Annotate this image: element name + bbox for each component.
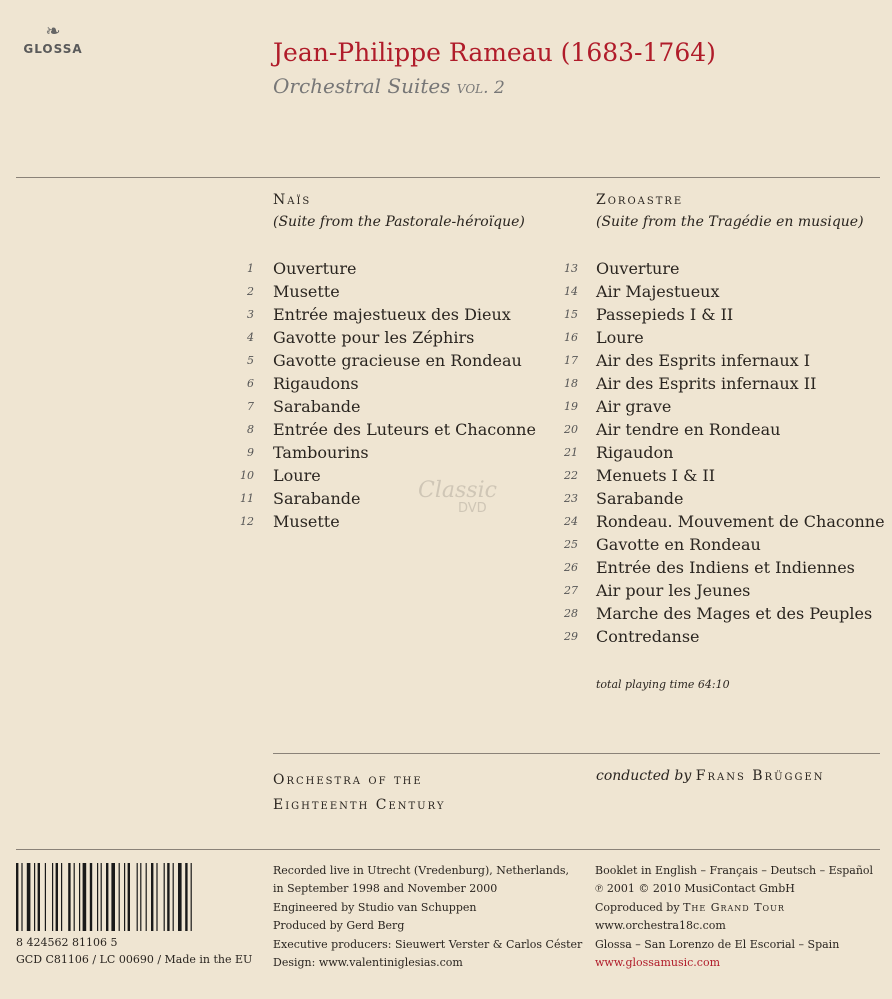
track-number: 9	[247, 446, 254, 459]
orchestra-url-link[interactable]: www.orchestra18c.com	[595, 919, 726, 933]
credit-line: Design: www.valentiniglesias.com	[273, 956, 463, 970]
track-number: 8	[247, 423, 254, 436]
track-title: Rigaudon	[596, 443, 674, 462]
orchestra-line-1: Orchestra of the	[273, 772, 423, 788]
track-title: Sarabande	[273, 397, 361, 416]
track-title: Entrée majestueux des Dieux	[273, 305, 511, 324]
zoroastre-subtitle: (Suite from the Tragédie en musique)	[596, 214, 864, 230]
conducted-by-label: conducted by	[596, 768, 692, 784]
track-number: 4	[247, 331, 254, 344]
classic-dvd-watermark	[418, 478, 497, 518]
glossa-logo	[18, 22, 88, 56]
track-row	[538, 441, 878, 464]
track-title: Air Majestueux	[596, 282, 720, 301]
track-row	[538, 257, 878, 280]
track-title: Gavotte pour les Zéphirs	[273, 328, 475, 347]
track-title: Air des Esprits infernaux II	[596, 374, 817, 393]
track-number: 14	[564, 285, 578, 298]
track-number: 26	[564, 561, 578, 574]
track-number: 17	[564, 354, 578, 367]
top-divider	[16, 177, 880, 178]
footer-divider	[16, 849, 880, 850]
track-number: 12	[240, 515, 254, 528]
conductor-name: Frans Brüggen	[695, 768, 825, 784]
track-title: Menuets I & II	[596, 466, 716, 485]
logo-text: GLOSSA	[23, 42, 83, 56]
track-row	[214, 372, 534, 395]
track-title: Ouverture	[596, 259, 680, 278]
coproduction-line	[595, 899, 873, 917]
track-row	[538, 280, 878, 303]
zoroastre-title: Zoroastre	[596, 192, 684, 208]
track-title: Gavotte gracieuse en Rondeau	[273, 351, 522, 370]
track-number: 5	[247, 354, 254, 367]
watermark-main: Classic	[418, 478, 497, 503]
orchestra-line-2: Eighteenth Century	[273, 797, 446, 813]
track-title: Musette	[273, 512, 340, 531]
track-row	[538, 533, 878, 556]
track-number: 23	[564, 492, 578, 505]
track-title: Rigaudons	[273, 374, 359, 393]
track-row	[214, 280, 534, 303]
nais-title: Naïs	[273, 192, 312, 208]
track-title: Air pour les Jeunes	[596, 581, 751, 600]
track-title: Contredanse	[596, 627, 700, 646]
track-number: 10	[240, 469, 254, 482]
volume-label: vol. 2	[456, 78, 505, 98]
credit-line: Recorded live in Utrecht (Vredenburg), Netherlands,	[273, 864, 570, 877]
track-title: Rondeau. Mouvement de Chaconne	[596, 512, 885, 531]
performers-divider	[273, 753, 880, 754]
track-row	[214, 395, 534, 418]
track-number: 24	[564, 515, 578, 528]
track-row	[214, 418, 534, 441]
album-subtitle	[273, 74, 505, 98]
track-number: 19	[564, 400, 578, 413]
track-row	[214, 349, 534, 372]
track-title: Ouverture	[273, 259, 357, 278]
watermark-sub: DVD	[458, 501, 487, 516]
track-number: 16	[564, 331, 578, 344]
catalog-number: GCD C81106 / LC 00690 / Made in the EU	[16, 953, 253, 966]
publisher-credits	[595, 862, 873, 972]
track-row	[538, 303, 878, 326]
track-title: Air grave	[596, 397, 672, 416]
track-title: Air des Esprits infernaux I	[596, 351, 811, 370]
production-credits	[273, 862, 582, 972]
track-title: Loure	[273, 466, 321, 485]
track-number: 13	[564, 262, 578, 275]
track-number: 25	[564, 538, 578, 551]
track-title: Tambourins	[273, 443, 369, 462]
track-title: Gavotte en Rondeau	[596, 535, 761, 554]
credit-line: Engineered by Studio van Schuppen	[273, 900, 477, 914]
glossa-swirl-icon: ❧	[45, 21, 61, 42]
track-number: 27	[564, 584, 578, 597]
barcode-icon	[16, 863, 252, 931]
track-row	[538, 349, 878, 372]
track-number: 6	[247, 377, 254, 390]
track-number: 28	[564, 607, 578, 620]
track-row	[538, 625, 878, 648]
copyright-line: ℗ 2001 © 2010 MusiContact GmbH	[595, 882, 795, 896]
zoroastre-tracklist	[538, 257, 885, 648]
track-title: Loure	[596, 328, 644, 347]
nais-subtitle: (Suite from the Pastorale-héroïque)	[273, 214, 525, 230]
credit-line: Produced by Gerd Berg	[273, 919, 405, 933]
track-row	[214, 441, 534, 464]
track-number: 11	[240, 492, 254, 505]
track-row	[538, 487, 878, 510]
track-row	[538, 372, 878, 395]
composer-title: Jean-Philippe Rameau (1683-1764)	[273, 38, 716, 67]
track-number: 15	[564, 308, 578, 321]
track-row	[538, 464, 878, 487]
coproducer-name: The Grand Tour	[683, 900, 785, 914]
total-playing-time: total playing time 64:10	[596, 678, 730, 691]
track-row	[538, 579, 878, 602]
glossa-address: Glossa – San Lorenzo de El Escorial – Spain	[595, 937, 840, 951]
track-number: 29	[564, 630, 578, 643]
track-title: Entrée des Indiens et Indiennes	[596, 558, 855, 577]
track-title: Air tendre en Rondeau	[596, 420, 781, 439]
track-row	[538, 556, 878, 579]
album-subtitle-text: Orchestral Suites	[273, 74, 451, 98]
track-row	[538, 602, 878, 625]
track-title: Marche des Mages et des Peuples	[596, 604, 873, 623]
track-number: 2	[247, 285, 254, 298]
track-title: Sarabande	[596, 489, 684, 508]
booklet-languages: Booklet in English – Français – Deutsch – Español	[595, 864, 874, 877]
track-row	[538, 418, 878, 441]
track-number: 21	[564, 446, 578, 459]
track-row	[538, 510, 885, 533]
track-row	[538, 326, 878, 349]
track-row	[214, 326, 534, 349]
credit-line: Executive producers: Sieuwert Verster & Carlos Céster	[273, 937, 583, 951]
track-number: 3	[247, 308, 254, 321]
track-row	[214, 303, 534, 326]
track-number: 7	[247, 400, 254, 413]
track-number: 22	[564, 469, 578, 482]
track-number: 18	[564, 377, 578, 390]
track-row	[538, 395, 878, 418]
glossa-url-link[interactable]: www.glossamusic.com	[595, 956, 721, 970]
barcode-digits: 8 424562 81106 5	[16, 936, 118, 949]
orchestra-name	[273, 768, 445, 818]
track-number: 20	[564, 423, 578, 436]
track-title: Passepieds I & II	[596, 305, 734, 324]
track-title: Musette	[273, 282, 340, 301]
track-number: 1	[247, 262, 254, 275]
track-row	[214, 257, 534, 280]
track-title: Entrée des Luteurs et Chaconne	[273, 420, 536, 439]
conductor-credit	[596, 768, 825, 784]
track-title: Sarabande	[273, 489, 361, 508]
coproduced-prefix: Coproduced by	[595, 900, 680, 914]
credit-line: in September 1998 and November 2000	[273, 882, 498, 896]
